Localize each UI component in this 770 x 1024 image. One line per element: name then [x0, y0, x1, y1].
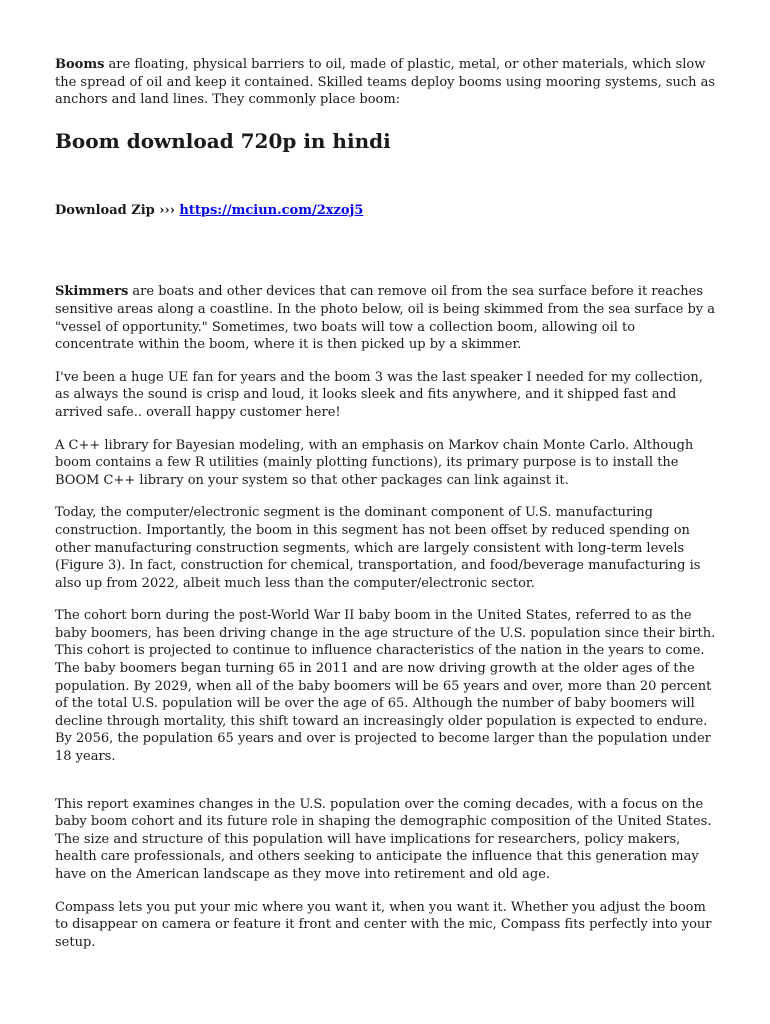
paragraph-manufacturing: Today, the computer/electronic segment is the dominant component of U.S. manufacturing construction. Importantly, the boom in this segment has not been offset by reduced spending on other manufacturing construction segments, which are largely consistent with long-term levels (Figure 3). In fact, construction for chemical, transportation, and food/beverage manufacturing is also up from 2022, albeit much less than the computer/electronic sector. — [55, 505, 701, 591]
document-body — [55, 56, 717, 951]
paragraph-baby-boomers: The cohort born during the post-World War II baby boom in the United States, referred to as the baby boomers, has been driving change in the age structure of the U.S. population since their birth. This cohort is projected to continue to influence characteristics of the nation in the years to come. The baby boomers began turning 65 in 2011 and are now driving growth at the older ages of the population. By 2029, when all of the baby boomers will be 65 years and over, more than 20 percent of the total U.S. population will be over the age of 65. Although the number of baby boomers will decline through mortality, this shift toward an increasingly older population is expected to endure. By 2056, the population 65 years and over is projected to become larger than the population under 18 years. — [55, 608, 716, 765]
page-title: Boom download 720p in hindi — [55, 128, 391, 153]
skimmers-text: are boats and other devices that can remove oil from the sea surface before it reaches sensitive areas along a coastline. In the photo below, oil is being skimmed from the sea surface by a "vessel of opportunity." Sometimes, two boats will tow a collection boom, allowing oil to concentrate within the boom, where it is then picked up by a skimmer. — [55, 284, 715, 353]
download-label: Download Zip — [55, 202, 155, 218]
intro-text: are floating, physical barriers to oil, made of plastic, metal, or other materials, which slow the spread of oil and keep it contained. Skilled teams deploy booms using mooring systems, such as anchors and land lines. They commonly place boom: — [55, 57, 716, 108]
intro-bold-term: Booms — [55, 57, 105, 72]
paragraph-report: This report examines changes in the U.S. population over the coming decades, with a focus on the baby boom cohort and its future role in shaping the demographic composition of the United States. The size and structure of this population will have implications for researchers, policy makers, health care professionals, and others seeking to anticipate the influence that this generation may have on the American landscape as they move into retirement and old age. — [55, 796, 712, 882]
intro-paragraph — [55, 56, 717, 109]
paragraph-boom-library: A C++ library for Bayesian modeling, with an emphasis on Markov chain Monte Carlo. Although boom contains a few R utilities (mainly plotting functions), its primary purpose is to install the BOOM C++ library on your system so that other packages can link against it. — [55, 437, 694, 488]
skimmers-paragraph — [55, 283, 717, 353]
paragraph-speaker-review: I've been a huge UE fan for years and the boom 3 was the last speaker I needed for my collection, as always the sound is crisp and loud, it looks sleek and fits anywhere, and it shipped fast and arrived safe.. overall happy customer here! — [55, 369, 703, 420]
paragraph-compass: Compass lets you put your mic where you want it, when you want it. Whether you adjust the boom to disappear on camera or feature it front and center with the mic, Compass fits perfectly into your setup. — [55, 899, 712, 950]
download-line — [55, 202, 717, 220]
skimmers-bold-term: Skimmers — [55, 284, 129, 300]
download-link[interactable]: https://mciun.com/2xzoj5 — [179, 202, 364, 218]
download-arrow: ››› — [154, 202, 180, 218]
